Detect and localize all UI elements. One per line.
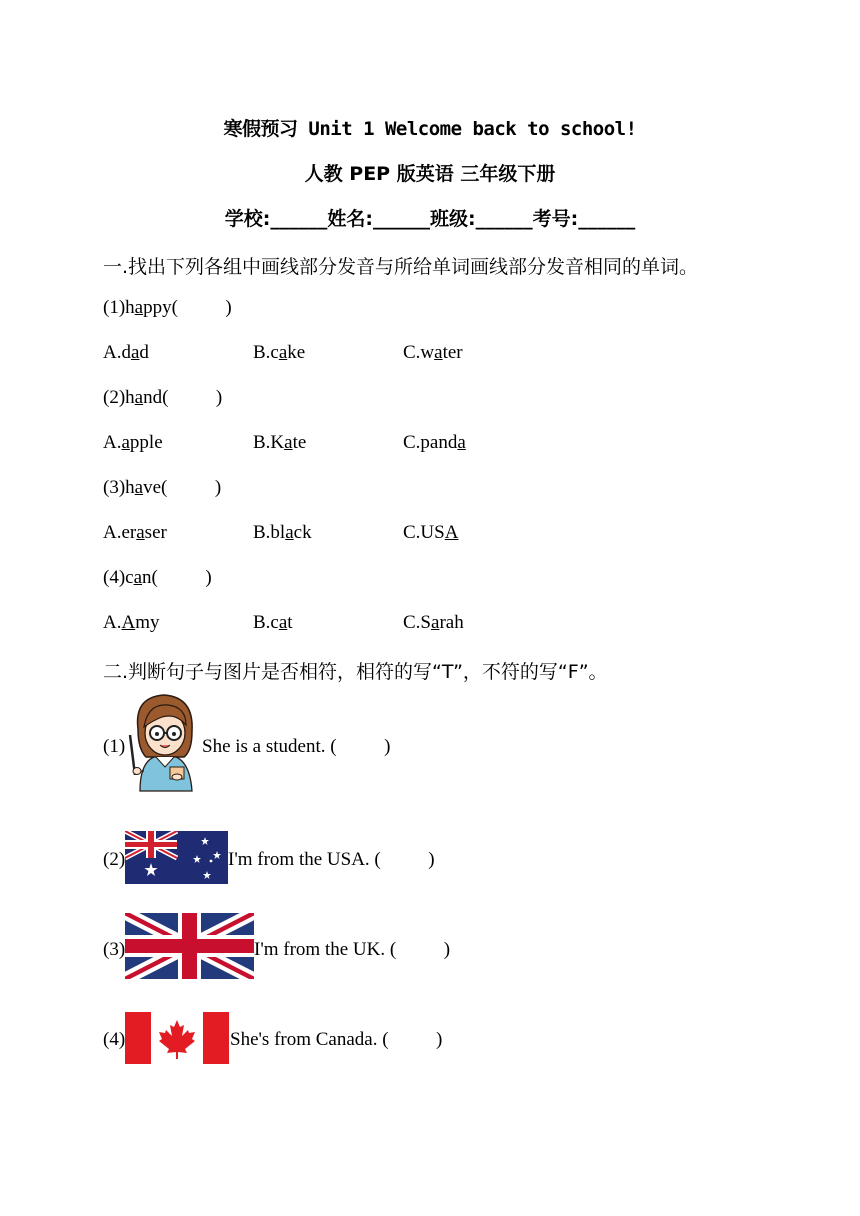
page-subtitle: 人教 PEP 版英语 三年级下册 — [304, 163, 556, 185]
part1-heading: 一.找出下列各组中画线部分发音与所给单词画线部分发音相同的单词。 — [103, 256, 699, 278]
question-1: (1)happy( ) — [103, 297, 232, 318]
canada-flag-image — [125, 1012, 229, 1064]
option-a: A.apple — [103, 432, 163, 453]
item-2-sentence: I'm from the USA. ( ) — [228, 849, 435, 870]
question-2: (2)hand( ) — [103, 387, 223, 408]
option-b: B.cat — [253, 612, 293, 633]
item-1-sentence: She is a student. ( ) — [202, 736, 391, 757]
part2-heading: 二.判断句子与图片是否相符，相符的写“T”，不符的写“F”。 — [103, 661, 608, 683]
student-info-line: 学校:______姓名:______班级:______考号:______ — [224, 208, 636, 230]
option-c: C.water — [403, 342, 463, 363]
item-1-number: (1) — [103, 736, 126, 757]
uk-flag-image — [125, 913, 254, 979]
option-a: A.dad — [103, 342, 149, 363]
option-a: A.eraser — [103, 522, 167, 543]
option-c: C.USA — [403, 522, 459, 543]
item-2-number: (2) — [103, 849, 126, 870]
option-a: A.Amy — [103, 612, 160, 633]
question-4: (4)can( ) — [103, 567, 212, 588]
item-4-number: (4) — [103, 1029, 126, 1050]
option-c: C.panda — [403, 432, 466, 453]
teacher-image — [126, 691, 202, 795]
item-3-number: (3) — [103, 939, 126, 960]
answer-blank[interactable]: ) — [177, 297, 232, 318]
option-b: B.Kate — [253, 432, 307, 453]
answer-blank[interactable]: ) — [168, 387, 223, 408]
question-3: (3)have( ) — [103, 477, 222, 498]
item-3-sentence: I'm from the UK. ( ) — [254, 939, 451, 960]
answer-blank[interactable]: ) — [157, 567, 212, 588]
option-b: B.black — [253, 522, 312, 543]
answer-blank[interactable]: ) — [167, 477, 222, 498]
option-b: B.cake — [253, 342, 306, 363]
item-4-sentence: She's from Canada. ( ) — [230, 1029, 443, 1050]
page-title: 寒假预习 Unit 1 Welcome back to school! — [223, 118, 637, 140]
australia-flag-image — [125, 831, 228, 884]
option-c: C.Sarah — [403, 612, 464, 633]
